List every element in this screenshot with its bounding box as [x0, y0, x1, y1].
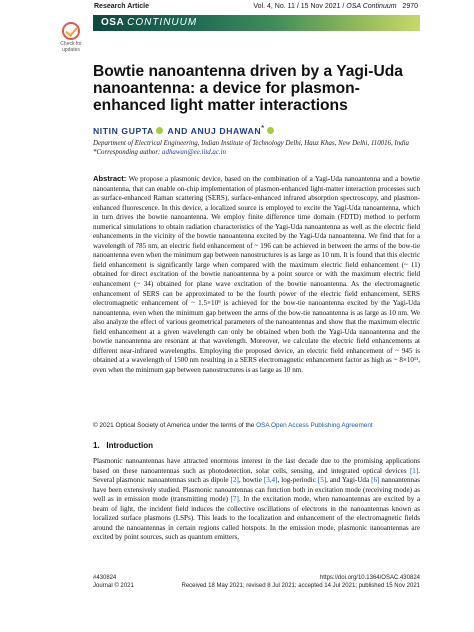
citation-link[interactable]: [2]: [230, 476, 239, 485]
volume-info: Vol. 4, No. 11 / 15 Nov 2021 / OSA Continuum 2970: [253, 3, 418, 10]
footer-right: [182, 574, 421, 590]
article-title: Bowtie nanoantenna driven by a Yagi-Uda nanoantenna: a device for plasmon-enhanced light matter interactions: [93, 63, 403, 114]
section-heading: 1. Introduction: [93, 441, 153, 450]
page-number: 2970: [402, 3, 418, 10]
article-id: #430824: [93, 575, 117, 581]
abstract-text: We propose a plasmonic device, based on the combination of a Yagi-Uda nanoantenna and a bowtie nanoantenna, that can enable on-chip implementation of plasmon-enhanced light-matter interaction processes such as surface-enhanced Raman scattering (SERS), surface-enhanced infrared absorption spectroscopy, and plasmon-enhanced fluorescence. In this device, a localized source is employed to excite the Yagi-Uda nanoantenna, which in turn drives the bowtie nanoantenna. We employ finite difference time domain (FDTD) method to perform numerical simulations to obtain radiation characteristics of the Yagi-Uda nanoantenna as well as the electric field enhancements in the vicinity of the bowtie nanoantenna excited by the Yagi-Uda nanoantenna. We find that for a wavelength of 785 nm, an electric field enhancement of ~ 196 can be achieved in between the arms of the bow-tie nanoantenna even when the minimum gap between nanostructures is as large as 10 nm. It is found that this electric field enhancement is significantly large when compared with the maximum electric field enhancement (~ 11) obtained for direct excitation of the bowtie nanoantenna by a point source or with the maximum electric field enhancement (~ 34) obtained for plane wave excitation of the bowtie nanoantenna. As the electromagnetic enhancement of SERS can be approximated to be the fourth power of the electric field enhancement, SERS electromagnetic enhancement of ~ 1.5×10⁹ is achieved for the bow-tie nanoantenna excited by the Yagi-Uda nanoantenna, even when the minimum gap between the arms of the bow-tie nanoantenna is as large as 10 nm. We also analyze the effect of various geometrical parameters of the nanoantennas and show that the maximum electric field enhancement at a given wavelength can only be obtained when both the Yagi-Uda nanoantenna and the bowtie nanoantenna are resonant at that wavelength. Moreover, we calculate the electric field enhancements at different near-infrared wavelengths. Employing the proposed device, an electric field enhancement of ~ 945 is obtained at a wavelength of 1500 nm resulting in a SERS electromagnetic enhancement factor as high as ~ 8×10¹¹, even when the minimum gap between nanostructures is as large as 10 nm.: [93, 175, 420, 374]
running-header: [0, 3, 474, 15]
affiliation: [93, 139, 423, 157]
affiliation-address: Department of Electrical Engineering, Indian Institute of Technology Delhi, Hauz Khas, New Delhi, 110016, India: [93, 140, 409, 147]
corresponding-author: *Corresponding author: adhawan@ee.iitd.ac.in: [93, 149, 226, 156]
journal-logo-text: OSA CONTINUUM: [101, 17, 198, 28]
doi-link[interactable]: https://doi.org/10.1364/OSAC.430824: [319, 575, 420, 581]
email-link[interactable]: adhawan@ee.iitd.ac.in: [162, 149, 226, 156]
check-updates-icon: [62, 22, 80, 40]
citation-link[interactable]: [5]: [317, 476, 327, 485]
check-updates-label: Check for updates: [60, 41, 82, 53]
publication-dates: Received 18 May 2021; revised 8 Jul 2021; accepted 14 Jul 2021; published 15 Nov 2021: [181, 583, 420, 589]
citation-link[interactable]: [3,4]: [263, 476, 278, 485]
citation-link[interactable]: [7]: [230, 495, 239, 504]
journal-banner: [93, 15, 420, 31]
license-link[interactable]: OSA Open Access Publishing Agreement: [256, 422, 373, 429]
copyright-notice: © 2021 Optical Society of America under the terms of the OSA Open Access Publishing Agreement: [93, 422, 373, 429]
orcid-icon[interactable]: [156, 127, 163, 134]
abstract-heading: Abstract:: [93, 174, 127, 183]
journal-year: Journal © 2021: [93, 583, 134, 589]
citation-link[interactable]: [6]: [371, 476, 380, 485]
author-name: ANUJ DHAWAN: [190, 125, 262, 136]
abstract: [93, 174, 420, 375]
check-for-updates-badge[interactable]: [55, 22, 87, 58]
orcid-icon[interactable]: [267, 127, 274, 134]
author-name: NITIN GUPTA: [93, 125, 154, 136]
footer-left: [93, 574, 134, 590]
article-type: Research Article: [94, 3, 149, 10]
author-list: NITIN GUPTA AND ANUJ DHAWAN*: [93, 124, 276, 136]
citation-link[interactable]: [1]: [409, 466, 419, 475]
introduction-text: Plasmonic nanoantennas have attracted enormous interest in the last decade due to the promising applications based on these nanoantennas such as photodetection, solar cells, sensing, and integrated optical devices [1]. Several plasmonic nanoantennas such as dipole [2], bowtie [3,4], log-periodic [5], and Yagi-Uda [6] nanoantennas have been extensively studied. Plasmonic nanoantennas can function both in excitation mode (receiving mode) as well as in emission mode (transmitting mode) [7]. In the excitation mode, when nanoantennas are excited by a beam of light, the incident field induces the collective oscillations of electrons in the nanoantennas known as localized surface plasmons (LSPs). This leads to the localization and enhancement of the electromagnetic fields around the nanoantennas in certain regions called hotspots. In the emission mode, plasmonic nanoantennas are excited by point sources, such as quantum emitters,: [93, 457, 420, 542]
author-connector: AND: [167, 125, 188, 136]
